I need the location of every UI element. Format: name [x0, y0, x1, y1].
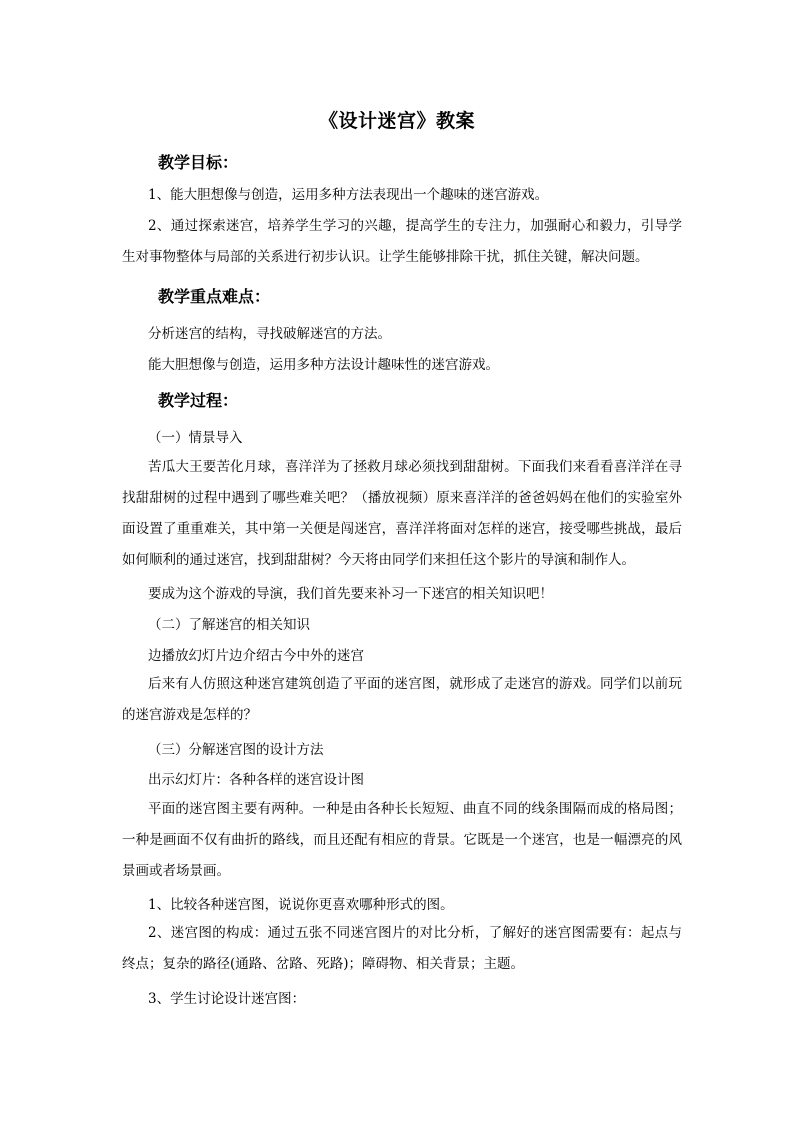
process-part3-item-2: 2、迷宫图的构成：通过五张不同迷宫图片的对比分析，了解好的迷宫图需要有：起点与终点；复杂的路径(通路、岔路、死路)；障碍物、相关背景；主题。: [122, 925, 682, 972]
document-title: 《设计迷宫》教案: [318, 110, 475, 132]
objective-item-2: 2、通过探索迷宫，培养学生学习的兴趣，提高学生的专注力，加强耐心和毅力，引导学生对事物整体与局部的关系进行初步认识。让学生能够排除干扰，抓住关键，解决问题。: [122, 218, 682, 265]
process-part3-item-1: 1、比较各种迷宫图，说说你更喜欢哪种形式的图。: [148, 897, 454, 913]
heading-objectives: 教学目标：: [158, 153, 239, 172]
process-part2-title: （二）了解迷宫的相关知识: [148, 617, 310, 633]
process-part1-paragraph-2: 要成为这个游戏的导演，我们首先要来补习一下迷宫的相关知识吧！: [148, 586, 553, 602]
process-part1-title: （一）情景导入: [148, 430, 243, 446]
heading-key-points: 教学重点难点：: [158, 287, 271, 306]
process-part3-title: （三）分解迷宫图的设计方法: [148, 742, 324, 758]
key-point-item-2: 能大胆想像与创造，运用多种方法设计趣味性的迷宫游戏。: [148, 357, 499, 373]
process-part1-paragraph: 苦瓜大王要苦化月球，喜洋洋为了拯救月球必须找到甜甜树。下面我们来看看喜洋洋在寻找甜甜树的过程中遇到了哪些难关吧？（播放视频）原来喜洋洋的爸爸妈妈在他们的实验室外面设置了重重难关，其中第一关便是闯迷宫，喜洋洋将面对怎样的迷宫，接受哪些挑战，最后如何顺利的通过迷宫，找到甜甜树？今天将由同学们来担任这个影片的导演和制作人。: [122, 459, 682, 568]
process-part3-paragraph-2: 平面的迷宫图主要有两种。一种是由各种长长短短、曲直不同的线条围隔而成的格局图；一种是画面不仅有曲折的路线，而且还配有相应的背景。它既是一个迷宫，也是一幅漂亮的风景画或者场景画。: [122, 801, 682, 879]
key-point-item-1: 分析迷宫的结构，寻找破解迷宫的方法。: [148, 326, 391, 342]
process-part3-item-3: 3、学生讨论设计迷宫图：: [148, 991, 306, 1007]
process-part2-paragraph-1: 边播放幻灯片边介绍古今中外的迷宫: [148, 648, 364, 664]
process-part3-paragraph-1: 出示幻灯片：各种各样的迷宫设计图: [148, 772, 364, 788]
objective-item-1: 1、能大胆想像与创造，运用多种方法表现出一个趣味的迷宫游戏。: [148, 187, 549, 203]
heading-process: 教学过程：: [158, 391, 239, 410]
process-part2-paragraph-2: 后来有人仿照这种迷宫建筑创造了平面的迷宫图，就形成了走迷宫的游戏。同学们以前玩的迷宫游戏是怎样的？: [122, 676, 682, 723]
